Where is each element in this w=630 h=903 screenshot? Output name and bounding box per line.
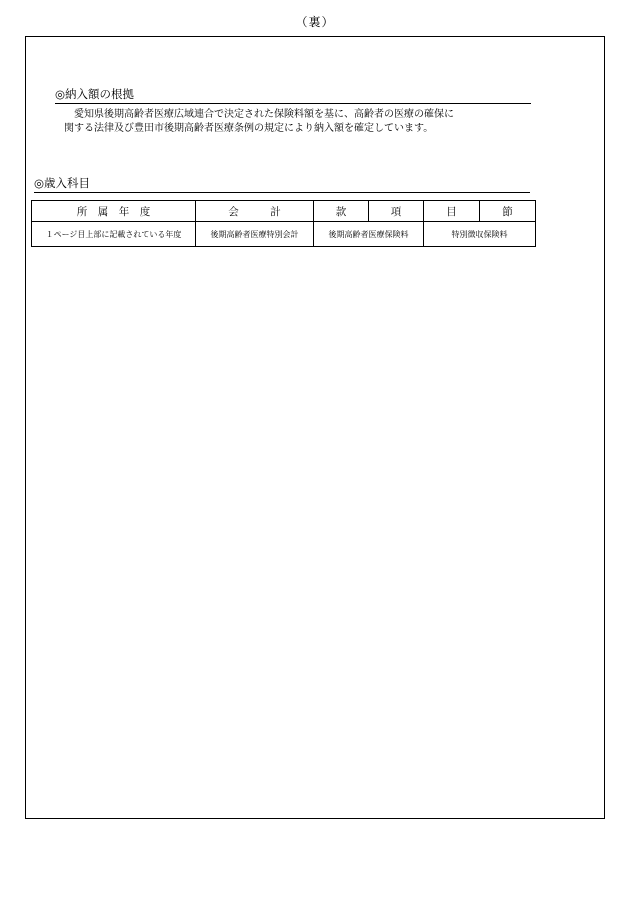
table-row: [32, 222, 536, 247]
payment-basis-line-2: 関する法律及び豊田市後期高齢者医療条例の規定により納入額を確定しています。: [64, 123, 434, 134]
payment-basis-line-1: 愛知県後期高齢者医療広域連合で決定された保険料額を基に、高齢者の医療の確保に: [74, 109, 454, 120]
header-fiscal-year: 所 属 年 度: [32, 201, 196, 222]
document-frame: [25, 36, 605, 819]
header-kou: 項: [369, 201, 424, 222]
header-account: 会 計: [196, 201, 314, 222]
cell-kan-kou: 後期高齢者医療保険料: [314, 222, 424, 247]
revenue-items-heading: ◎歳入科目: [34, 176, 530, 193]
page-side-label: （裏）: [295, 15, 335, 29]
header-kan: 款: [314, 201, 369, 222]
revenue-items-table: [31, 200, 536, 247]
header-moku: 目: [424, 201, 480, 222]
cell-account: 後期高齢者医療特別会計: [196, 222, 314, 247]
table-header-row: [32, 201, 536, 222]
payment-basis-heading: ◎納入額の根拠: [55, 87, 531, 104]
cell-fiscal-year: １ページ目上部に記載されている年度: [32, 222, 196, 247]
cell-moku-setsu: 特別徴収保険料: [424, 222, 536, 247]
header-setsu: 節: [480, 201, 536, 222]
payment-basis-text: [64, 108, 454, 136]
